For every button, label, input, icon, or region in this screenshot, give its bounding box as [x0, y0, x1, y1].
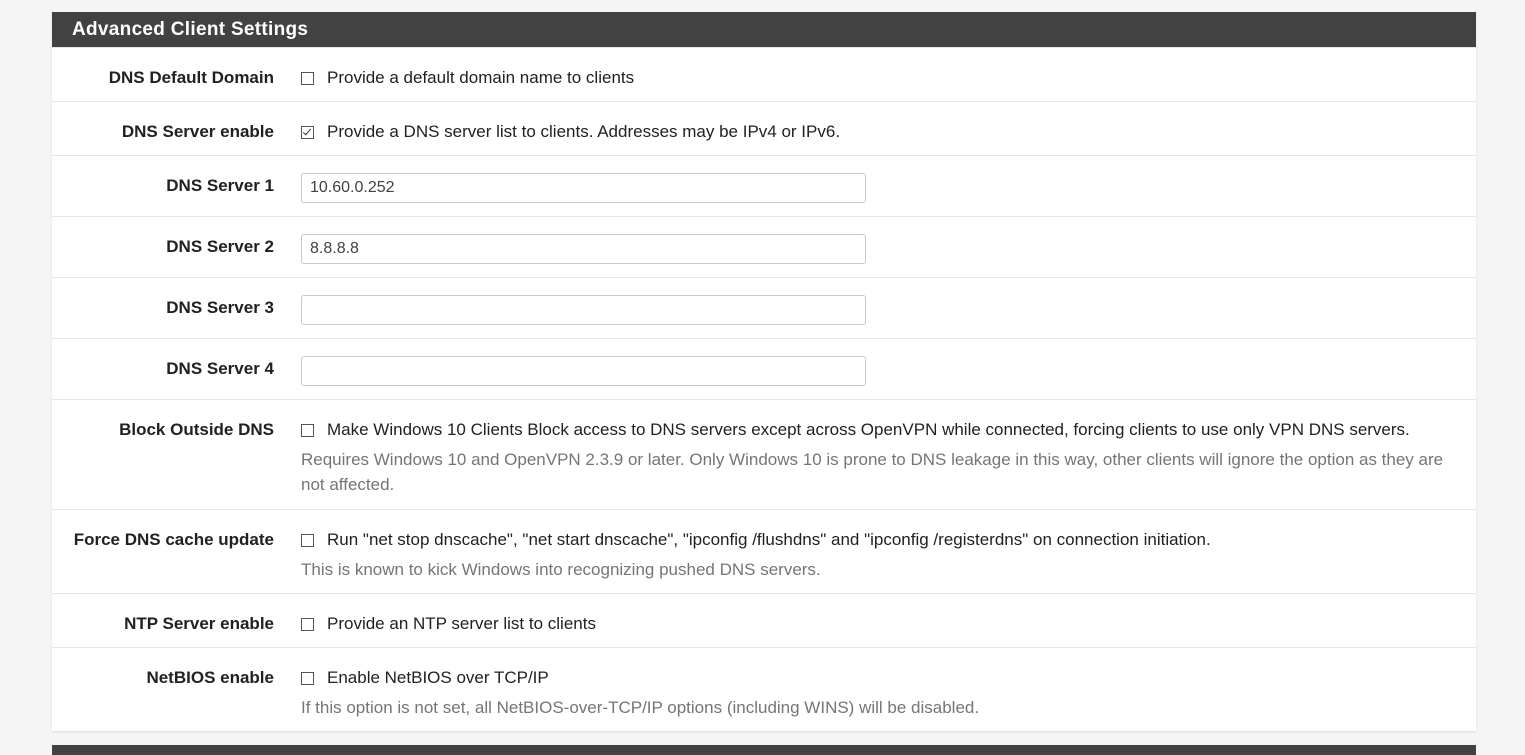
dns-server-3-input[interactable]	[301, 295, 866, 325]
row-dns-server-3	[52, 277, 1476, 338]
dns-server-2-input[interactable]	[301, 234, 866, 264]
force-dns-cache-update-label: Force DNS cache update	[73, 530, 274, 549]
dns-server-1-label: DNS Server 1	[166, 176, 274, 195]
next-section-heading	[52, 745, 1476, 755]
dns-default-domain-checkbox[interactable]	[301, 72, 314, 85]
row-dns-default-domain	[52, 47, 1476, 101]
dns-server-4-input[interactable]	[301, 356, 866, 386]
dns-server-4-label: DNS Server 4	[166, 359, 274, 378]
netbios-enable-help: If this option is not set, all NetBIOS-over-TCP/IP options (including WINS) will be disabled.	[301, 698, 980, 717]
netbios-enable-checkbox[interactable]	[301, 672, 314, 685]
dns-default-domain-label: DNS Default Domain	[108, 68, 274, 87]
block-outside-dns-help: Requires Windows 10 and OpenVPN 2.3.9 or later. Only Windows 10 is prone to DNS leakage in this way, other clients will ignore the option as they are not affected.	[301, 450, 1444, 494]
dns-server-2-label: DNS Server 2	[166, 237, 274, 256]
row-block-outside-dns	[52, 399, 1476, 509]
ntp-server-enable-checkbox[interactable]	[301, 618, 314, 631]
block-outside-dns-checkbox[interactable]	[301, 424, 314, 437]
force-dns-cache-update-text: Run "net stop dnscache", "net start dnscache", "ipconfig /flushdns" and "ipconfig /registerdns" on connection initiation.	[327, 530, 1211, 549]
row-force-dns-cache-update	[52, 509, 1476, 593]
row-dns-server-2	[52, 216, 1476, 277]
dns-server-enable-label: DNS Server enable	[121, 122, 274, 141]
ntp-server-enable-text: Provide an NTP server list to clients	[327, 614, 596, 633]
block-outside-dns-label: Block Outside DNS	[119, 420, 274, 439]
dns-server-enable-text: Provide a DNS server list to clients. Addresses may be IPv4 or IPv6.	[327, 122, 841, 141]
row-ntp-server-enable	[52, 593, 1476, 647]
row-netbios-enable	[52, 647, 1476, 731]
force-dns-cache-update-checkbox[interactable]	[301, 534, 314, 547]
dns-server-1-input[interactable]	[301, 173, 866, 203]
dns-server-enable-checkbox[interactable]	[301, 126, 314, 139]
advanced-client-settings-panel	[52, 12, 1476, 731]
netbios-enable-text: Enable NetBIOS over TCP/IP	[327, 668, 549, 687]
row-dns-server-enable	[52, 101, 1476, 155]
section-title: Advanced Client Settings	[52, 12, 1476, 47]
row-dns-server-1	[52, 155, 1476, 216]
netbios-enable-label: NetBIOS enable	[146, 668, 274, 687]
row-dns-server-4	[52, 338, 1476, 399]
force-dns-cache-update-help: This is known to kick Windows into recognizing pushed DNS servers.	[301, 560, 821, 579]
dns-default-domain-text: Provide a default domain name to clients	[327, 68, 635, 87]
dns-server-3-label: DNS Server 3	[166, 298, 274, 317]
block-outside-dns-text: Make Windows 10 Clients Block access to DNS servers except across OpenVPN while connected, forcing clients to use only VPN DNS servers.	[327, 420, 1410, 439]
ntp-server-enable-label: NTP Server enable	[124, 614, 274, 633]
